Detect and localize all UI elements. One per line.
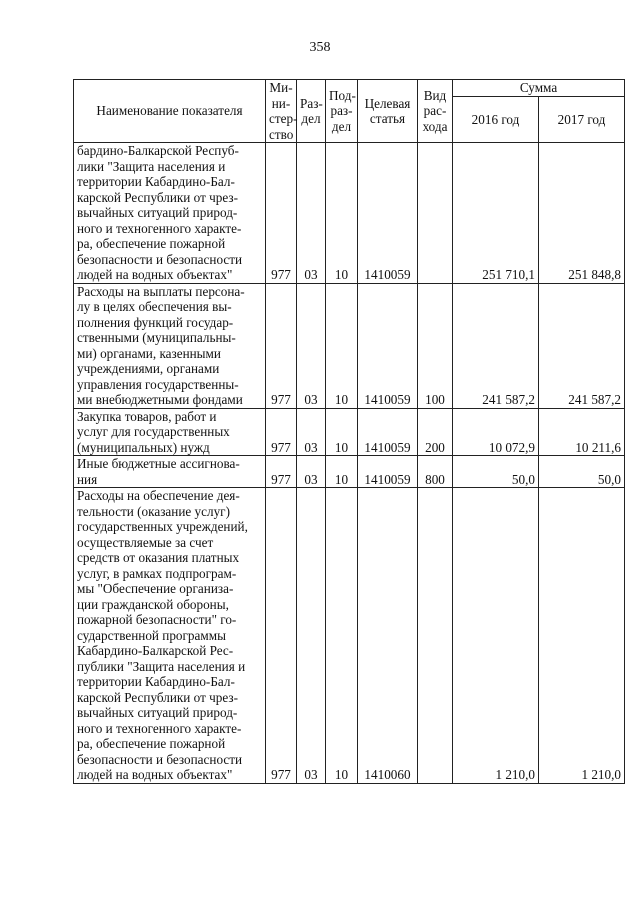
row-section: 03 bbox=[297, 408, 326, 456]
header-expense-type-text: Вид рас- хода bbox=[422, 87, 448, 134]
row-ministry: 977 bbox=[266, 143, 297, 284]
header-ministry-text: Ми- ни- стер- ство bbox=[269, 80, 298, 142]
row-name bbox=[74, 408, 266, 456]
header-expense-type bbox=[418, 80, 453, 143]
budget-table bbox=[73, 79, 625, 784]
row-target: 1410059 bbox=[358, 143, 418, 284]
row-name bbox=[74, 488, 266, 784]
row-ministry: 977 bbox=[266, 456, 297, 488]
table-row bbox=[74, 408, 625, 456]
row-section: 03 bbox=[297, 283, 326, 408]
row-ministry: 977 bbox=[266, 488, 297, 784]
header-year-2016: 2016 год bbox=[453, 96, 539, 142]
header-target-text: Целевая статья bbox=[364, 95, 411, 126]
row-section: 03 bbox=[297, 456, 326, 488]
row-name bbox=[74, 143, 266, 284]
row-name bbox=[74, 283, 266, 408]
header-sum: Сумма bbox=[453, 80, 625, 97]
row-sum-2017: 1 210,0 bbox=[539, 488, 625, 784]
row-expense-type bbox=[418, 143, 453, 284]
row-target: 1410059 bbox=[358, 408, 418, 456]
row-expense-type: 100 bbox=[418, 283, 453, 408]
row-sum-2016: 251 710,1 bbox=[453, 143, 539, 284]
row-ministry: 977 bbox=[266, 283, 297, 408]
table-row bbox=[74, 456, 625, 488]
row-subsection: 10 bbox=[326, 456, 358, 488]
header-target bbox=[358, 80, 418, 143]
row-expense-type: 800 bbox=[418, 456, 453, 488]
row-sum-2017: 241 587,2 bbox=[539, 283, 625, 408]
header-subsection-text: Под- раз- дел bbox=[329, 87, 356, 134]
table-row bbox=[74, 143, 625, 284]
header-name: Наименование показателя bbox=[74, 80, 266, 143]
row-sum-2016: 10 072,9 bbox=[453, 408, 539, 456]
header-subsection bbox=[326, 80, 358, 143]
row-name-text: Расходы на обеспечение дея- тельности (оказание услуг) государственных учреждений, осуществляемые за счет средств от оказания платных услуг, в рамках подпрограм- мы "Обеспечение организа- ции гражданской обороны, пожарной безопасности" го- сударственной программы Кабардино-Балкарской Рес- публики "Защита населения и территории Кабардино-Бал- карской Республики от чрез- вычайных ситуаций природ- ного и техногенного характе- ра, обеспечение пожарной безопасности и безопасности людей на водных объектах" bbox=[77, 488, 248, 782]
header-section bbox=[297, 80, 326, 143]
row-section: 03 bbox=[297, 143, 326, 284]
row-expense-type bbox=[418, 488, 453, 784]
row-sum-2016: 1 210,0 bbox=[453, 488, 539, 784]
row-section: 03 bbox=[297, 488, 326, 784]
row-expense-type: 200 bbox=[418, 408, 453, 456]
row-sum-2016: 50,0 bbox=[453, 456, 539, 488]
table-row bbox=[74, 488, 625, 784]
row-ministry: 977 bbox=[266, 408, 297, 456]
row-name-text: Закупка товаров, работ и услуг для государственных (муниципальных) нужд bbox=[77, 408, 230, 455]
table-body bbox=[74, 143, 625, 784]
row-subsection: 10 bbox=[326, 283, 358, 408]
row-subsection: 10 bbox=[326, 408, 358, 456]
row-name bbox=[74, 456, 266, 488]
row-sum-2016: 241 587,2 bbox=[453, 283, 539, 408]
row-subsection: 10 bbox=[326, 488, 358, 784]
row-target: 1410059 bbox=[358, 456, 418, 488]
row-sum-2017: 10 211,6 bbox=[539, 408, 625, 456]
row-name-text: Иные бюджетные ассигнова- ния bbox=[77, 456, 240, 487]
table-header bbox=[74, 80, 625, 143]
header-section-text: Раз- дел bbox=[300, 95, 323, 126]
row-target: 1410060 bbox=[358, 488, 418, 784]
row-target: 1410059 bbox=[358, 283, 418, 408]
table-row bbox=[74, 283, 625, 408]
page-number: 358 bbox=[309, 40, 331, 55]
row-subsection: 10 bbox=[326, 143, 358, 284]
row-name-text: бардино-Балкарской Респуб- лики "Защита населения и территории Кабардино-Бал- карской Республики от чрез- вычайных ситуаций природ- ного и техногенного характе- ра, обеспечение пожарной безопасности и безопасности людей на водных объектах" bbox=[77, 143, 243, 282]
header-year-2017: 2017 год bbox=[539, 96, 625, 142]
row-sum-2017: 50,0 bbox=[539, 456, 625, 488]
header-ministry bbox=[266, 80, 297, 143]
row-sum-2017: 251 848,8 bbox=[539, 143, 625, 284]
row-name-text: Расходы на выплаты персона- лу в целях обеспечения вы- полнения функций государ- ственными (муниципальны- ми) органами, казенными учреждениями, органами управления государственны- ми внебюджетными фондами bbox=[77, 283, 245, 407]
